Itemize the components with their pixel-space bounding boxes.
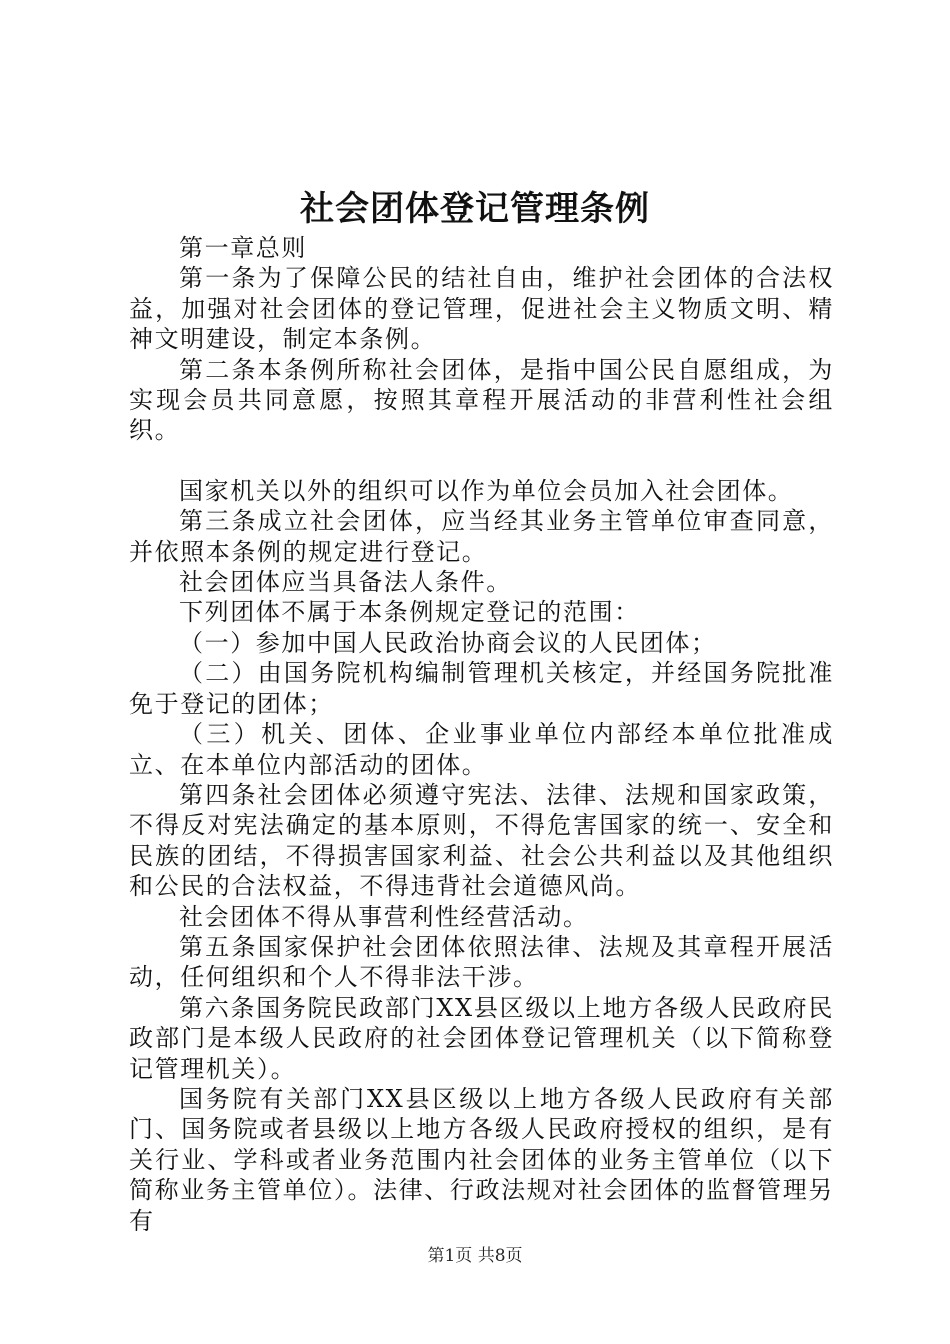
article-3-clause-paragraph: 社会团体应当具备法人条件。 [179, 568, 512, 597]
article-6-paragraph: 第六条国务院民政部门XX县区级以上地方各级人民政府民政部门是本级人民政府的社会团体登记管理机关（以下简称登记管理机关）。 [129, 993, 834, 1083]
exclusion-intro-paragraph: 下列团体不属于本条例规定登记的范围： [179, 598, 640, 627]
article-2-clause-paragraph: 国家机关以外的组织可以作为单位会员加入社会团体。 [179, 476, 794, 505]
article-5-paragraph: 第五条国家保护社会团体依照法律、法规及其章程开展活动，任何组织和个人不得非法干涉。 [129, 932, 834, 992]
article-3-paragraph: 第三条成立社会团体，应当经其业务主管单位审查同意，并依照本条例的规定进行登记。 [129, 507, 834, 566]
exclusion-item-3: （三）机关、团体、企业事业单位内部经本单位批准成立、在本单位内部活动的团体。 [129, 720, 834, 779]
document-body [129, 233, 834, 1236]
article-4-clause-paragraph: 社会团体不得从事营利性经营活动。 [179, 902, 589, 931]
article-1-paragraph: 第一条为了保障公民的结社自由，维护社会团体的合法权益，加强对社会团体的登记管理，促进社会主义物质文明、精神文明建设，制定本条例。 [129, 264, 834, 354]
article-2-paragraph: 第二条本条例所称社会团体，是指中国公民自愿组成，为实现会员共同意愿，按照其章程开展活动的非营利性社会组织。 [129, 355, 834, 445]
chapter-heading: 第一章总则 [179, 234, 307, 262]
article-4-paragraph: 第四条社会团体必须遵守宪法、法律、法规和国家政策，不得反对宪法确定的基本原则，不得危害国家的统一、安全和民族的团结，不得损害国家利益、社会公共利益以及其他组织和公民的合法权益，不得违背社会道德风尚。 [129, 780, 834, 901]
document-title: 社会团体登记管理条例 [300, 189, 650, 229]
exclusion-item-1: （一）参加中国人民政治协商会议的人民团体； [179, 628, 717, 657]
exclusion-item-2: （二）由国务院机构编制管理机关核定，并经国务院批准免于登记的团体； [129, 659, 834, 718]
page-footer: 第1页 共8页 [427, 1246, 523, 1266]
article-6-clause-paragraph: 国务院有关部门XX县区级以上地方各级人民政府有关部门、国务院或者县级以上地方各级人民政府授权的组织，是有关行业、学科或者业务范围内社会团体的业务主管单位（以下简称业务主管单位）。法律、行政法规对社会团体的监督管理另有 [129, 1084, 834, 1235]
